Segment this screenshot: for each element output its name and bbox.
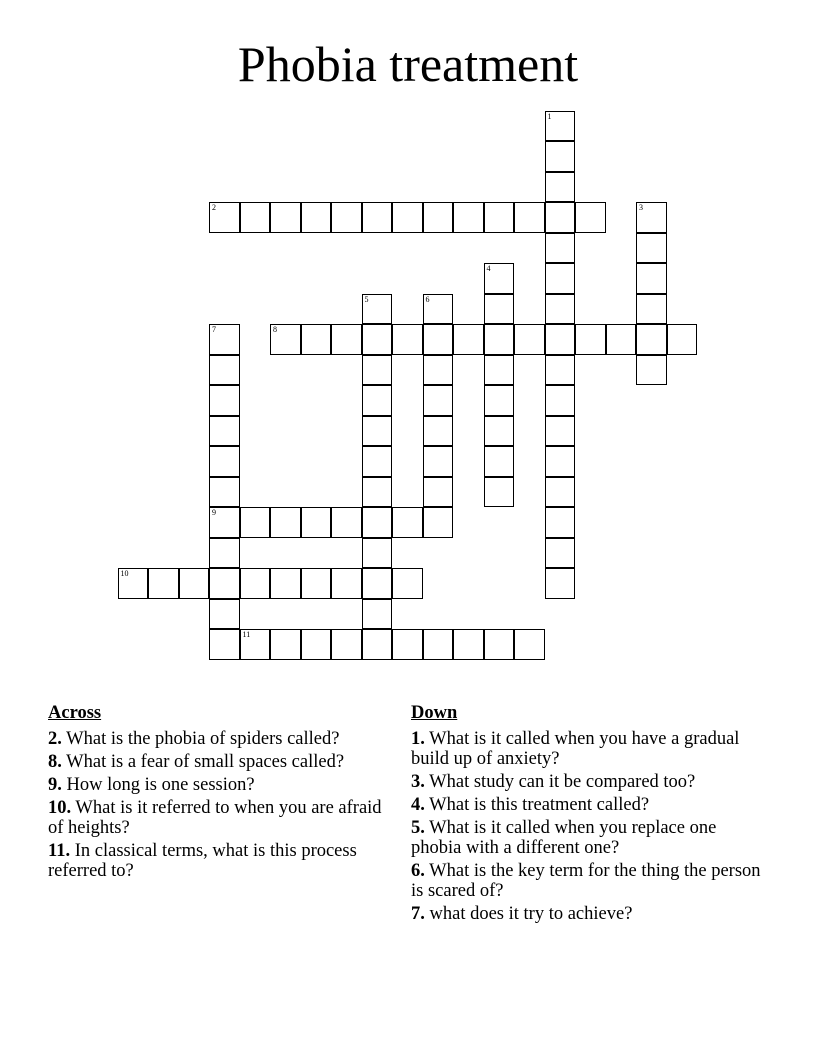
grid-cell[interactable] — [484, 629, 515, 660]
grid-cell[interactable] — [545, 233, 576, 264]
clue-item — [48, 752, 388, 772]
grid-cell[interactable] — [148, 568, 179, 599]
clue-item-text: What study can it be compared too? — [429, 772, 696, 792]
clue-item — [411, 772, 761, 792]
grid-cell[interactable] — [362, 385, 393, 416]
grid-cell[interactable] — [301, 568, 332, 599]
grid-cell[interactable] — [545, 355, 576, 386]
clue-item — [411, 904, 761, 924]
grid-cell[interactable] — [545, 202, 576, 233]
clue-number: 1 — [547, 111, 552, 121]
clue-item — [411, 818, 761, 858]
grid-cell[interactable] — [270, 568, 301, 599]
grid-cell[interactable] — [209, 599, 240, 630]
clue-item — [48, 798, 388, 838]
grid-cell[interactable] — [453, 324, 484, 355]
grid-cell[interactable] — [270, 507, 301, 538]
clue-item-number: 3. — [411, 772, 425, 792]
down-heading: Down — [411, 703, 458, 723]
clue-item-number: 8. — [48, 752, 62, 772]
grid-cell[interactable] — [240, 507, 271, 538]
clue-number: 9 — [212, 508, 216, 517]
grid-cell[interactable] — [545, 111, 576, 142]
clue-item-text: What is a fear of small spaces called? — [66, 752, 345, 772]
grid-cell[interactable] — [209, 446, 240, 477]
grid-cell[interactable] — [575, 324, 606, 355]
clue-item — [411, 795, 761, 815]
clue-number: 8 — [273, 325, 277, 334]
grid-cell[interactable] — [209, 568, 240, 599]
grid-cell[interactable] — [362, 507, 393, 538]
grid-cell[interactable] — [545, 568, 576, 599]
grid-cell[interactable] — [606, 324, 637, 355]
grid-cell[interactable] — [636, 202, 667, 233]
clue-item-text: What is the key term for the thing the person is scared of? — [411, 861, 761, 901]
grid-cell[interactable] — [209, 507, 240, 538]
clue-item — [48, 841, 388, 881]
clue-number: 6 — [425, 294, 430, 304]
clue-item-number: 6. — [411, 861, 425, 881]
grid-cell[interactable] — [362, 568, 393, 599]
grid-cell[interactable] — [362, 416, 393, 447]
grid-cell[interactable] — [270, 202, 301, 233]
grid-cell[interactable] — [484, 477, 515, 508]
clue-item-text: What is it called when you replace one phobia with a different one? — [411, 818, 717, 858]
grid-cell[interactable] — [667, 324, 698, 355]
grid-cell[interactable] — [514, 629, 545, 660]
grid-cell[interactable] — [545, 263, 576, 294]
grid-cell[interactable] — [392, 568, 423, 599]
grid-cell[interactable] — [423, 202, 454, 233]
grid-cell[interactable] — [209, 538, 240, 569]
grid-cell[interactable] — [545, 507, 576, 538]
grid-cell[interactable] — [423, 507, 454, 538]
grid-cell[interactable] — [331, 568, 362, 599]
clue-number: 11 — [242, 630, 251, 639]
grid-cell[interactable] — [484, 416, 515, 447]
grid-cell[interactable] — [514, 324, 545, 355]
grid-cell[interactable] — [423, 629, 454, 660]
grid-cell[interactable] — [636, 324, 667, 355]
grid-cell[interactable] — [270, 629, 301, 660]
clue-item — [411, 861, 761, 901]
grid-cell[interactable] — [636, 355, 667, 386]
grid-cell[interactable] — [118, 568, 149, 599]
grid-cell[interactable] — [514, 202, 545, 233]
grid-cell[interactable] — [484, 355, 515, 386]
grid-cell[interactable] — [240, 202, 271, 233]
clue-item — [48, 729, 388, 749]
grid-cell[interactable] — [362, 477, 393, 508]
clue-number: 4 — [486, 264, 491, 273]
grid-cell[interactable] — [301, 324, 332, 355]
page-title: Phobia treatment — [237, 36, 579, 92]
grid-cell[interactable] — [636, 294, 667, 325]
clue-item-text: How long is one session? — [66, 775, 255, 795]
down-clues — [411, 703, 761, 927]
grid-cell[interactable] — [209, 202, 240, 233]
clue-item-number: 4. — [411, 795, 425, 815]
clue-item-text: What is it called when you have a gradual build up of anxiety? — [411, 729, 740, 769]
grid-cell[interactable] — [636, 263, 667, 294]
grid-cell[interactable] — [209, 324, 240, 355]
clue-item-number: 11. — [48, 841, 71, 861]
grid-cell[interactable] — [392, 324, 423, 355]
grid-cell[interactable] — [545, 385, 576, 416]
grid-cell[interactable] — [209, 629, 240, 660]
grid-cell[interactable] — [423, 324, 454, 355]
grid-cell[interactable] — [545, 172, 576, 203]
grid-cell[interactable] — [270, 324, 301, 355]
grid-cell[interactable] — [240, 568, 271, 599]
grid-cell[interactable] — [209, 385, 240, 416]
grid-cell[interactable] — [209, 355, 240, 386]
grid-cell[interactable] — [545, 294, 576, 325]
grid-cell[interactable] — [453, 202, 484, 233]
grid-cell[interactable] — [362, 202, 393, 233]
grid-cell[interactable] — [331, 202, 362, 233]
grid-cell[interactable] — [453, 629, 484, 660]
grid-cell[interactable] — [240, 629, 271, 660]
grid-cell[interactable] — [545, 324, 576, 355]
grid-cell[interactable] — [423, 416, 454, 447]
grid-cell[interactable] — [331, 629, 362, 660]
down-clue-list — [411, 729, 761, 924]
clue-item-number: 10. — [48, 798, 72, 818]
clue-item-text: What is it referred to when you are afraid of heights? — [48, 798, 382, 838]
grid-cell[interactable] — [423, 477, 454, 508]
clue-number: 10 — [120, 569, 129, 578]
grid-cell[interactable] — [179, 568, 210, 599]
clue-item-text: In classical terms, what is this process referred to? — [48, 841, 357, 881]
grid-cell[interactable] — [392, 629, 423, 660]
grid-cell[interactable] — [331, 324, 362, 355]
grid-cell[interactable] — [392, 202, 423, 233]
grid-cell[interactable] — [362, 599, 393, 630]
grid-cell[interactable] — [362, 355, 393, 386]
grid-cell[interactable] — [362, 446, 393, 477]
clue-item-number: 7. — [411, 904, 425, 924]
grid-cell[interactable] — [484, 263, 515, 294]
grid-cell[interactable] — [209, 416, 240, 447]
grid-cell[interactable] — [301, 629, 332, 660]
grid-cell[interactable] — [301, 507, 332, 538]
grid-cell[interactable] — [301, 202, 332, 233]
grid-cell[interactable] — [484, 446, 515, 477]
grid-cell[interactable] — [484, 324, 515, 355]
clue-item-number: 2. — [48, 729, 62, 749]
grid-cell[interactable] — [545, 477, 576, 508]
grid-cell[interactable] — [545, 538, 576, 569]
across-clues — [48, 703, 388, 884]
grid-cell[interactable] — [362, 294, 393, 325]
grid-cell[interactable] — [362, 324, 393, 355]
grid-cell[interactable] — [423, 355, 454, 386]
clue-item-text: What is the phobia of spiders called? — [66, 729, 340, 749]
clue-item-number: 9. — [48, 775, 62, 795]
clue-item-text: What is this treatment called? — [429, 795, 650, 815]
grid-cell[interactable] — [636, 233, 667, 264]
grid-cell[interactable] — [575, 202, 606, 233]
clue-item — [48, 775, 388, 795]
grid-cell[interactable] — [545, 416, 576, 447]
grid-cell[interactable] — [362, 538, 393, 569]
clue-number: 7 — [212, 325, 216, 334]
grid-cell[interactable] — [423, 385, 454, 416]
grid-cell[interactable] — [209, 477, 240, 508]
clue-item-number: 5. — [411, 818, 425, 838]
grid-cell[interactable] — [331, 507, 362, 538]
clue-item-text: what does it try to achieve? — [429, 904, 633, 924]
grid-cell[interactable] — [392, 507, 423, 538]
across-heading: Across — [48, 703, 102, 723]
grid-cell[interactable] — [423, 446, 454, 477]
grid-cell[interactable] — [362, 629, 393, 660]
clue-item — [411, 729, 761, 769]
grid-cell[interactable] — [545, 141, 576, 172]
grid-cell[interactable] — [484, 294, 515, 325]
across-clue-list — [48, 729, 388, 881]
clue-number: 5 — [364, 294, 369, 304]
grid-cell[interactable] — [484, 202, 515, 233]
grid-cell[interactable] — [484, 385, 515, 416]
clue-number: 3 — [639, 203, 643, 212]
grid-cell[interactable] — [545, 446, 576, 477]
clue-number: 2 — [212, 203, 216, 212]
clue-item-number: 1. — [411, 729, 425, 749]
grid-cell[interactable] — [423, 294, 454, 325]
